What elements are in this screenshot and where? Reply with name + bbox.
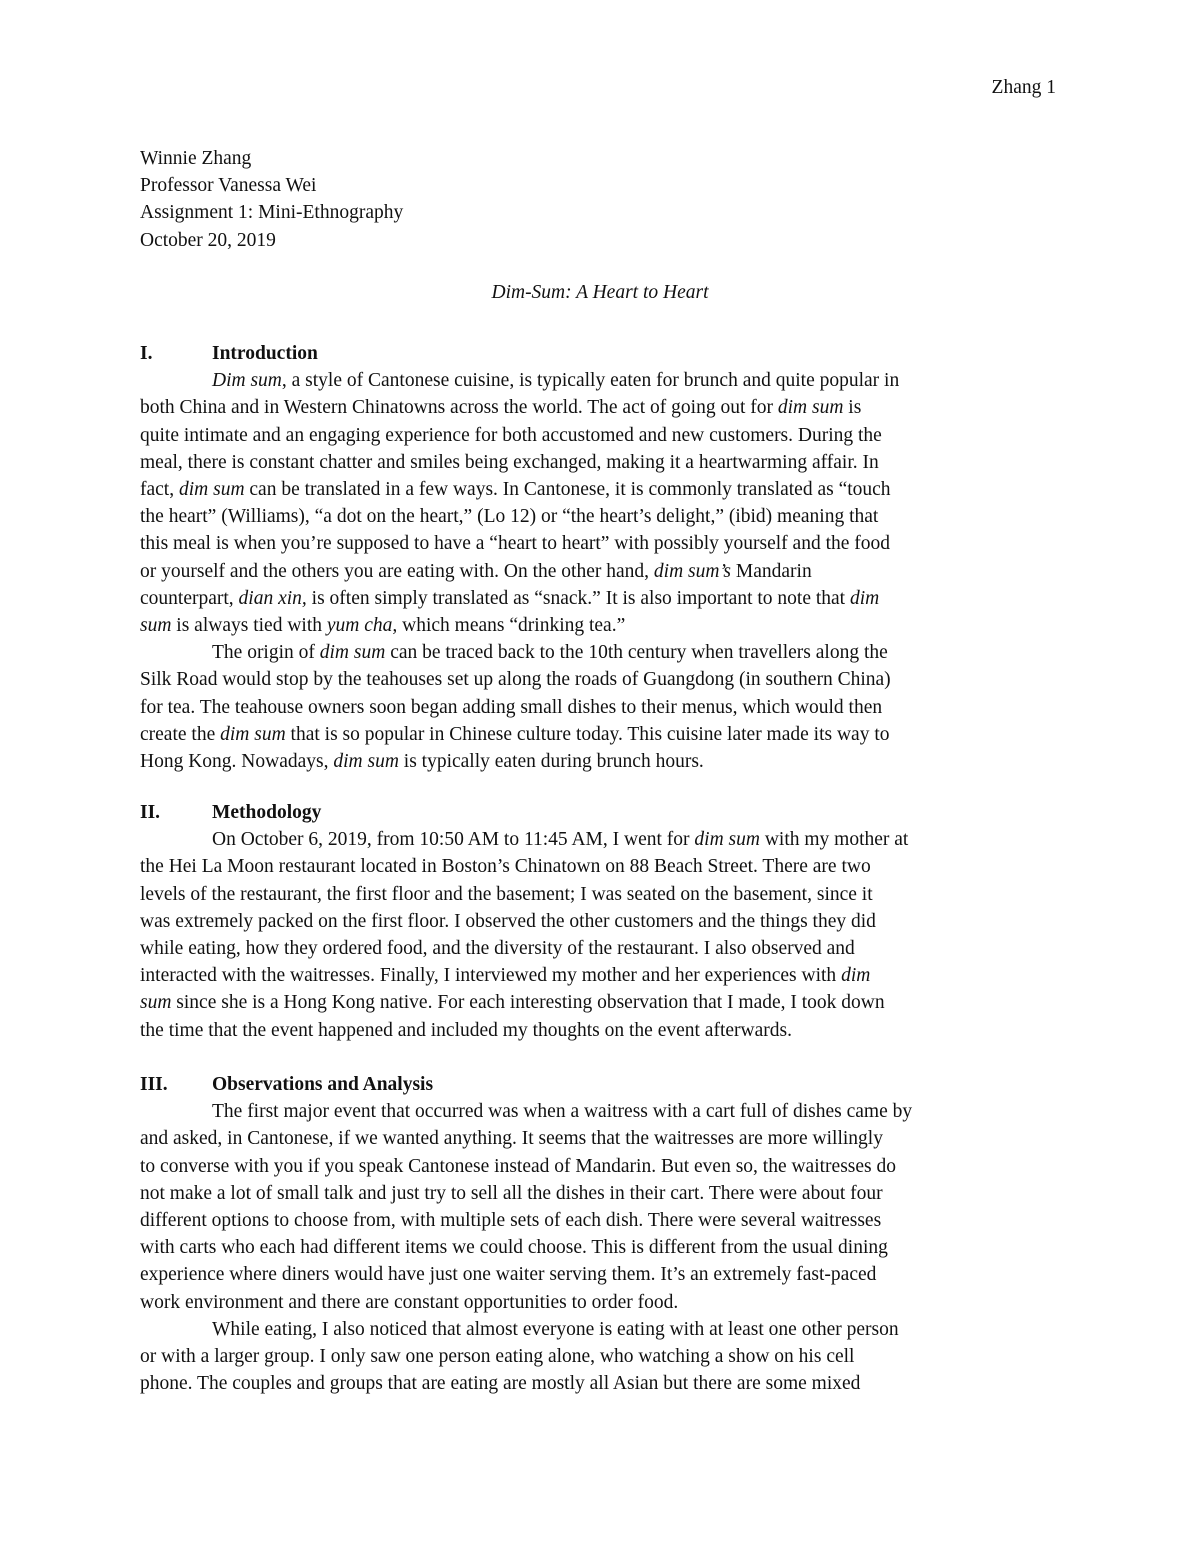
- paragraph-line: Silk Road would stop by the teahouses set up along the roads of Guangdong (in southern China): [140, 669, 891, 691]
- paragraph-line: work environment and there are constant opportunities to order food.: [140, 1291, 679, 1313]
- paragraph-line: both China and in Western Chinatowns across the world. The act of going out for dim sum is: [140, 397, 862, 419]
- paragraph-line: with carts who each had different items we could choose. This is different from the usual dining: [140, 1237, 888, 1259]
- section-title: Methodology: [212, 802, 322, 823]
- paragraph-line: counterpart, dian xin, is often simply translated as “snack.” It is also important to note that dim: [140, 587, 880, 609]
- section-heading: [140, 799, 1060, 826]
- paragraph-line: create the dim sum that is so popular in Chinese culture today. This cuisine later made its way to: [140, 723, 890, 745]
- section-number: III.: [140, 1074, 168, 1095]
- paragraph-line: experience where diners would have just one waiter serving them. It’s an extremely fast-paced: [140, 1264, 877, 1286]
- paragraph-line: fact, dim sum can be translated in a few ways. In Cantonese, it is commonly translated as “touch: [140, 479, 891, 501]
- paragraph-line: Hong Kong. Nowadays, dim sum is typically eaten during brunch hours.: [140, 751, 704, 773]
- section-observations: [140, 1071, 1060, 1397]
- paragraph-line: phone. The couples and groups that are eating are mostly all Asian but there are some mixed: [140, 1373, 861, 1395]
- paragraph-line: the heart” (Williams), “a dot on the heart,” (Lo 12) or “the heart’s delight,” (ibid) meaning that: [140, 506, 879, 528]
- section-methodology: [140, 799, 1060, 1044]
- paper-title: Dim-Sum: A Heart to Heart: [491, 282, 709, 303]
- paragraph-line: different options to choose from, with multiple sets of each dish. There were several waitresses: [140, 1210, 882, 1232]
- author-name: Winnie Zhang: [140, 148, 252, 169]
- paragraph-line: or with a larger group. I only saw one person eating alone, who watching a show on his cell: [140, 1346, 855, 1368]
- paragraph-line: interacted with the waitresses. Finally, I interviewed my mother and her experiences with dim: [140, 965, 871, 987]
- paragraph-line: Dim sum, a style of Cantonese cuisine, is typically eaten for brunch and quite popular in: [212, 370, 900, 392]
- section-introduction: [140, 340, 1060, 775]
- paragraph-line: levels of the restaurant, the first floor and the basement; I was seated on the basement, since it: [140, 883, 873, 905]
- section-title: Observations and Analysis: [212, 1074, 434, 1095]
- section-heading: [140, 1071, 1060, 1098]
- section-title: Introduction: [212, 343, 318, 364]
- section-heading: [140, 340, 1060, 367]
- assignment-name: Assignment 1: Mini-Ethnography: [140, 202, 404, 224]
- paragraph-line: was extremely packed on the first floor. I observed the other customers and the things they did: [140, 910, 876, 932]
- paragraph-line: while eating, how they ordered food, and the diversity of the restaurant. I also observed and: [140, 938, 855, 960]
- date: October 20, 2019: [140, 229, 276, 251]
- paragraph-line: the Hei La Moon restaurant located in Boston’s Chinatown on 88 Beach Street. There are two: [140, 856, 871, 878]
- running-head: Zhang 1: [991, 77, 1056, 98]
- paragraph-line: meal, there is constant chatter and smiles being exchanged, making it a heartwarming affair. In: [140, 451, 879, 473]
- paragraph-line: quite intimate and an engaging experience for both accustomed and new customers. During the: [140, 424, 882, 446]
- paragraph-line: sum is always tied with yum cha, which means “drinking tea.”: [140, 615, 626, 637]
- paragraph-line: not make a lot of small talk and just try to sell all the dishes in their cart. There were about four: [140, 1182, 883, 1204]
- paragraph-line: the time that the event happened and included my thoughts on the event afterwards.: [140, 1019, 792, 1041]
- paragraph-line: to converse with you if you speak Cantonese instead of Mandarin. But even so, the waitresses do: [140, 1155, 896, 1177]
- paragraph-line: The origin of dim sum can be traced back to the 10th century when travellers along the: [212, 642, 888, 664]
- paragraph-line: On October 6, 2019, from 10:50 AM to 11:45 AM, I went for dim sum with my mother at: [212, 829, 909, 851]
- paragraph-line: this meal is when you’re supposed to have a “heart to heart” with possibly yourself and the food: [140, 533, 891, 555]
- paragraph-line: or yourself and the others you are eating with. On the other hand, dim sum’s Mandarin: [140, 560, 812, 582]
- heading-info: [140, 145, 1060, 254]
- professor-name: Professor Vanessa Wei: [140, 175, 317, 197]
- section-number: II.: [140, 802, 161, 823]
- paragraph-line: While eating, I also noticed that almost everyone is eating with at least one other person: [212, 1318, 899, 1340]
- paragraph-line: for tea. The teahouse owners soon began adding small dishes to their menus, which would then: [140, 696, 883, 718]
- paragraph-line: and asked, in Cantonese, if we wanted anything. It seems that the waitresses are more willingly: [140, 1128, 883, 1150]
- paragraph-line: sum since she is a Hong Kong native. For each interesting observation that I made, I took down: [140, 992, 885, 1014]
- section-number: I.: [140, 343, 153, 364]
- paragraph-line: The first major event that occurred was when a waitress with a cart full of dishes came by: [212, 1101, 913, 1123]
